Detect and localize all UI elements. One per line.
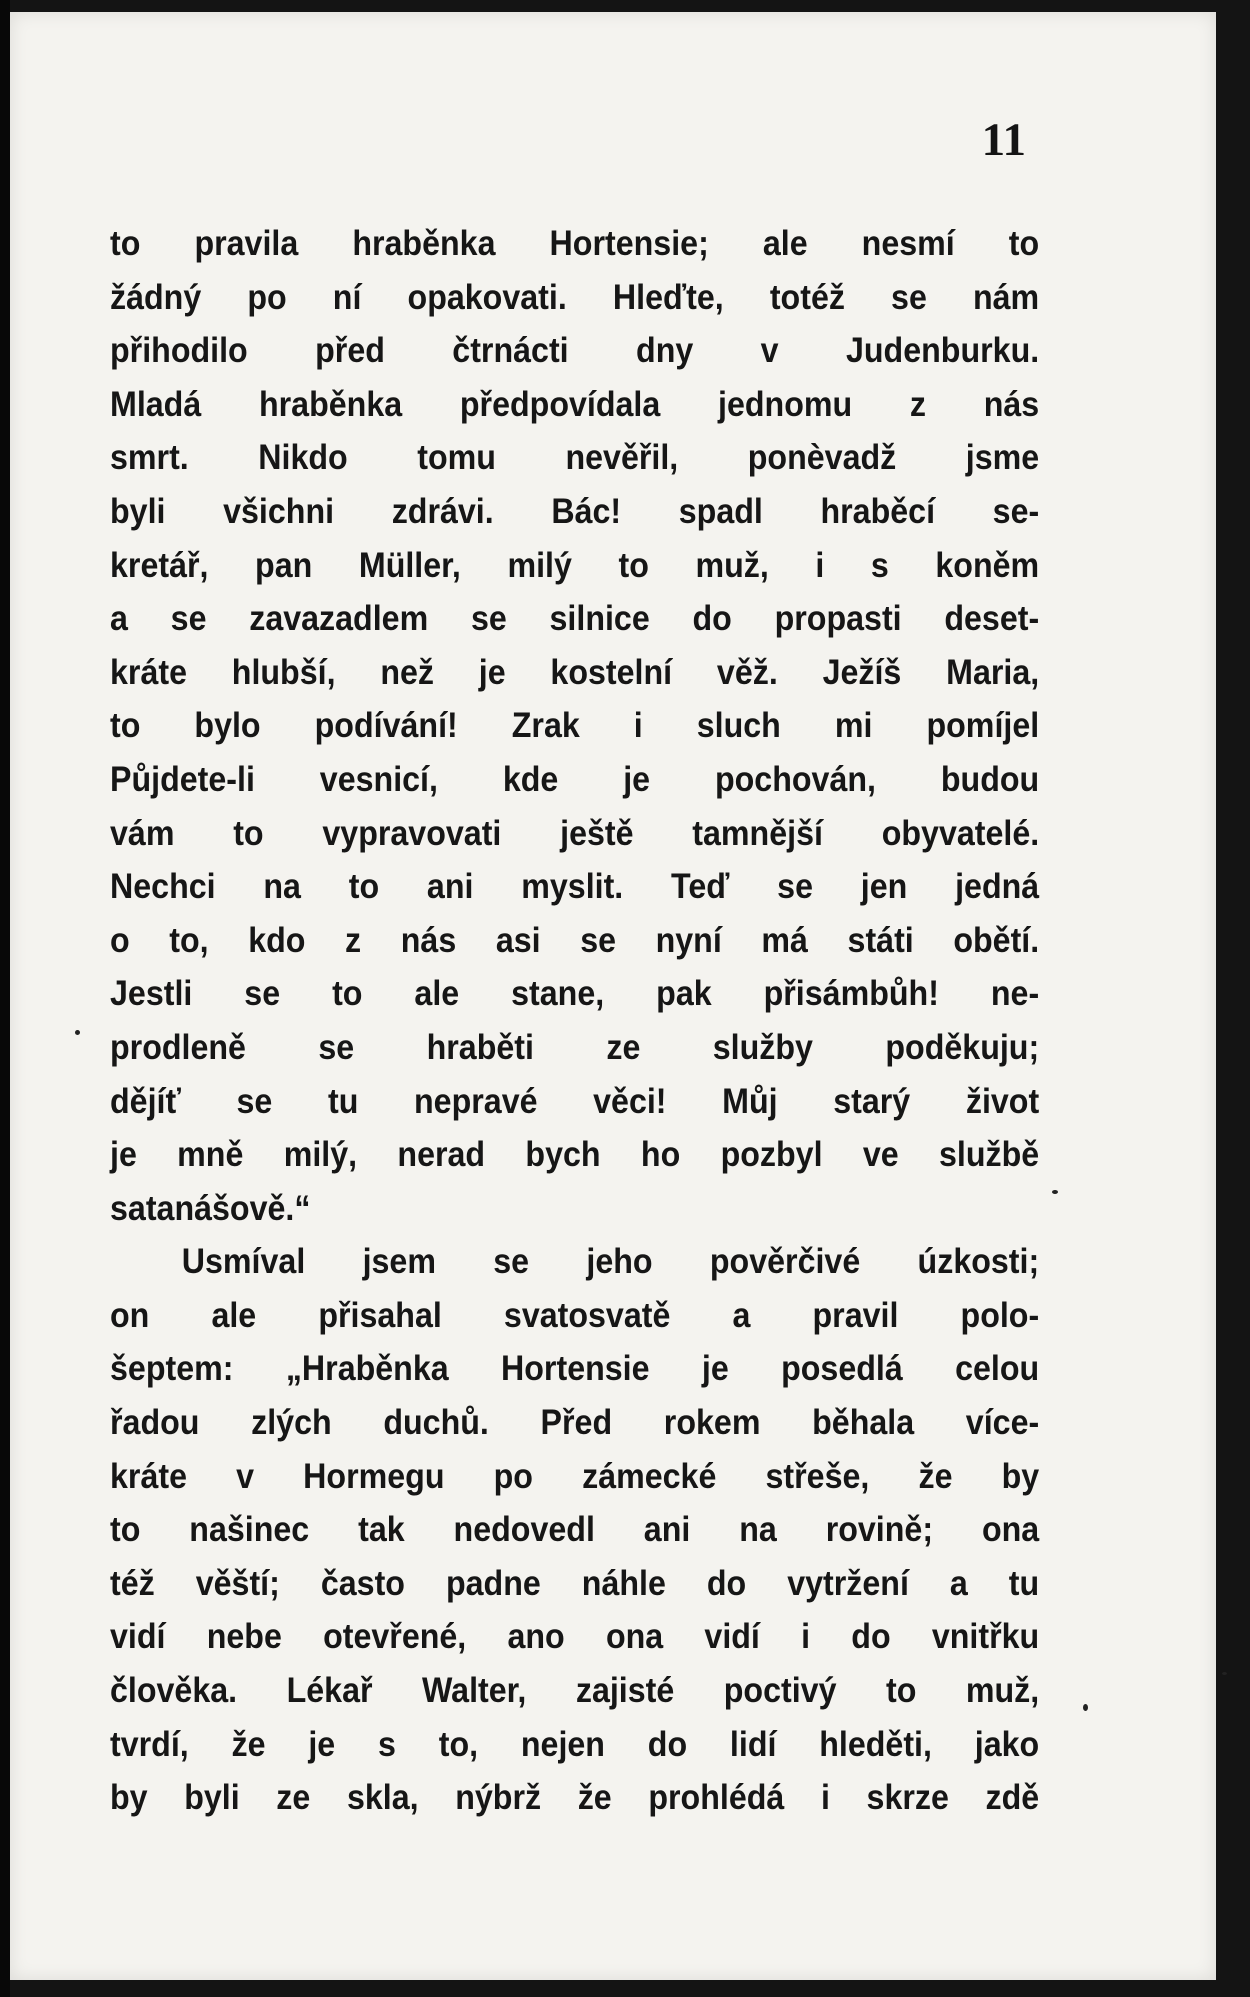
text-line: kráte v Hormegu po zámecké střeše, že by	[110, 1456, 1040, 1496]
book-page	[10, 12, 1216, 1980]
print-speck	[1052, 1190, 1058, 1194]
text-line: Mladá hraběnka předpovídala jednomu z nás	[110, 384, 1040, 424]
text-line: vám to vypravovati ještě tamnější obyvatelé.	[110, 813, 1040, 853]
text-line: to našinec tak nedovedl ani na rovině; ona	[110, 1510, 1040, 1550]
text-line: to pravila hraběnka Hortensie; ale nesmí to	[110, 224, 1040, 263]
text-line: byli všichni zdrávi. Bác! spadl hraběcí se-	[110, 491, 1040, 531]
text-line: to bylo podívání! Zrak i sluch mi pomíjel	[110, 706, 1040, 746]
text-line: prodleně se hraběti ze služby poděkuju;	[110, 1027, 1040, 1067]
text-line: šeptem: „Hraběnka Hortensie je posedlá celou	[110, 1349, 1040, 1389]
paragraph-start-line: Usmíval jsem se jeho pověrčivé úzkosti;	[181, 1242, 1040, 1282]
text-line: smrt. Nikdo tomu nevěřil, ponèvadž jsme	[110, 438, 1040, 478]
text-line: je mně milý, nerad bych ho pozbyl ve službě	[110, 1135, 1040, 1175]
text-line: přihodilo před čtrnácti dny v Judenburku.	[110, 331, 1040, 371]
text-line: kráte hlubší, než je kostelní věž. Ježíš Maria,	[110, 652, 1040, 692]
scan-left-edge	[0, 0, 10, 1997]
text-line: Půjdete-li vesnicí, kde je pochován, budou	[110, 759, 1040, 799]
print-speck	[75, 1030, 80, 1035]
paragraph-end-line: satanášově.“	[110, 1188, 311, 1228]
text-line: vidí nebe otevřené, ano ona vidí i do vnitřku	[110, 1617, 1040, 1657]
print-speck	[1083, 1704, 1088, 1711]
text-line: by byli ze skla, nýbrž že prohlédá i skrze zdě	[110, 1778, 1040, 1818]
text-line: on ale přisahal svatosvatě a pravil polo-	[110, 1295, 1040, 1335]
text-line: řadou zlých duchů. Před rokem běhala více-	[110, 1403, 1040, 1443]
text-line: kretář, pan Müller, milý to muž, i s koněm	[110, 545, 1040, 585]
print-speck	[1222, 1672, 1227, 1675]
body-text	[110, 217, 1040, 1825]
text-line: Jestli se to ale stane, pak přisámbůh! ne-	[110, 974, 1040, 1014]
text-line: též věští; často padne náhle do vytržení a tu	[110, 1563, 1040, 1603]
page-number: 11	[981, 114, 1026, 166]
text-line: dějíť se tu nepravé věci! Můj starý život	[110, 1081, 1040, 1121]
text-line: člověka. Lékař Walter, zajisté poctivý to muž,	[110, 1671, 1040, 1711]
text-line: a se zavazadlem se silnice do propasti deset-	[110, 599, 1040, 639]
text-line: o to, kdo z nás asi se nyní má státi obětí.	[110, 920, 1040, 960]
text-line: tvrdí, že je s to, nejen do lidí hleděti, jako	[110, 1724, 1040, 1764]
text-line: Nechci na to ani myslit. Teď se jen jedná	[110, 867, 1040, 907]
text-line: žádný po ní opakovati. Hleďte, totéž se nám	[110, 277, 1040, 317]
